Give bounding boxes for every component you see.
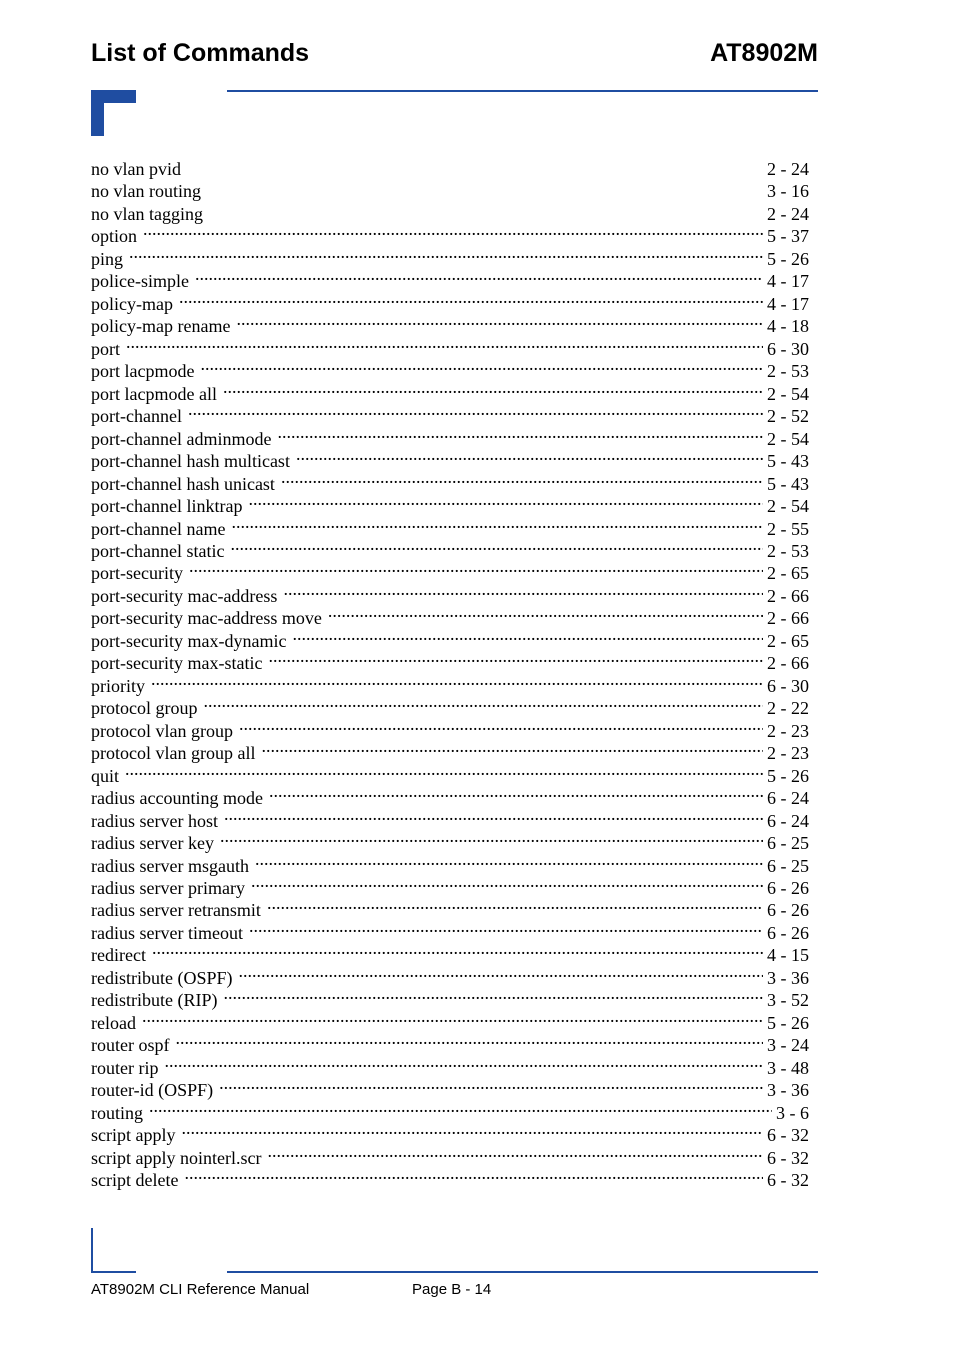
dot-leader [231,513,763,535]
dot-leader [125,760,763,782]
index-entry [91,557,809,584]
index-entry-page: 5 - 26 [767,248,809,269]
dot-leader [129,243,763,265]
index-entry-term: port-channel [91,406,182,427]
index-entry-page: 6 - 25 [767,855,809,876]
index-entry [91,1029,809,1056]
dot-leader [209,198,763,220]
index-entry [91,692,809,719]
dot-leader [223,378,763,400]
index-entry [91,962,809,988]
index-entry-page: 2 - 24 [767,203,809,224]
dot-leader [151,670,763,692]
section-title: List of Commands [91,39,310,67]
index-entry-page: 4 - 17 [767,293,809,314]
index-entry [91,1052,809,1078]
index-entry-term: redistribute (OSPF) [91,967,233,988]
index-entry-term: port lacpmode all [91,383,217,404]
index-entry-page: 3 - 24 [767,1035,809,1056]
index-entry [91,715,809,741]
index-entry-page: 5 - 26 [767,1012,809,1033]
index-entry-term: port lacpmode [91,361,195,382]
index-entry-term: port [91,338,120,359]
index-entry-term: routing [91,1102,143,1123]
index-entry-page: 6 - 25 [767,833,809,854]
index-entry [91,288,809,314]
index-entry [91,175,809,202]
index-entry-page: 2 - 54 [767,383,809,404]
index-entry-term: redistribute (RIP) [91,990,218,1011]
index-entry [91,939,809,966]
index-entry-term: radius server host [91,810,218,831]
index-entry-term: radius server timeout [91,922,243,943]
index-entry-term: port-security max-static [91,653,263,674]
index-entry-page: 3 - 52 [767,990,809,1011]
dot-leader [188,400,763,422]
index-entry-page: 6 - 24 [767,788,809,809]
index-entry-page: 2 - 53 [767,540,809,561]
index-entry [91,310,809,337]
footer-bracket-mark [91,1228,136,1273]
dot-leader [179,288,763,310]
index-entry-term: port-security mac-address move [91,608,322,629]
index-entry-page: 6 - 30 [767,338,809,359]
dot-leader [200,355,763,377]
dot-leader [187,153,763,175]
index-entry [91,1164,809,1191]
index-entry-term: port-channel hash multicast [91,451,290,472]
index-entry-term: radius server primary [91,878,245,898]
index-entry-term: radius server key [91,833,214,854]
index-entry-page: 5 - 37 [767,226,809,247]
dot-leader [328,602,763,624]
index-entry-page: 2 - 54 [767,428,809,449]
dot-leader [261,737,763,759]
index-entry-page: 4 - 15 [767,945,809,966]
index-entry-term: protocol group [91,698,198,719]
dot-leader [239,962,764,984]
dot-leader [223,984,763,1006]
index-entry-page: 2 - 52 [767,406,809,427]
index-entry-term: radius server retransmit [91,900,261,921]
footer-rule [227,1271,818,1273]
index-entry-page: 6 - 30 [767,675,809,696]
dot-leader [230,535,763,557]
dot-leader [292,625,763,647]
index-entry [91,355,809,382]
dot-leader [296,445,763,467]
dot-leader [224,805,763,827]
corner-bracket-mark [91,90,136,136]
dot-leader [249,917,763,939]
index-entry-term: reload [91,1012,136,1033]
dot-leader [220,827,763,849]
index-entry-page: 6 - 26 [767,900,809,921]
index-entry-page: 3 - 48 [767,1057,809,1078]
dot-leader [143,220,763,242]
index-entry-term: script apply nointerl.scr [91,1147,262,1168]
index-entry [91,423,809,449]
index-entry-page: 3 - 6 [776,1102,809,1123]
index-entry-page: 2 - 66 [767,585,809,606]
dot-leader [184,1164,763,1186]
index-entry [91,265,809,292]
index-entry-page: 2 - 65 [767,563,809,584]
index-entry-term: police-simple [91,271,189,292]
index-entry [91,1074,809,1101]
index-entry [91,1007,809,1033]
index-entry-page: 4 - 18 [767,316,809,337]
dot-leader [277,423,763,445]
index-entry-term: router rip [91,1057,159,1078]
footer-page-number: Page B - 14 [412,1281,492,1298]
dot-leader [283,580,763,602]
index-entry [91,400,809,427]
index-entry-page: 2 - 53 [767,361,809,382]
product-name: AT8902M [710,39,818,67]
index-entry-page: 4 - 17 [767,271,809,292]
index-entry-page: 6 - 32 [767,1147,809,1168]
dot-leader [267,1142,763,1164]
index-entry-term: ping [91,248,124,269]
index-entry-term: router ospf [91,1035,170,1056]
index-entry [91,243,809,269]
index-entry-page: 2 - 66 [767,653,809,674]
index-entry-page: 5 - 43 [767,473,809,494]
index-entry-term: policy-map [91,293,173,314]
dot-leader [142,1007,763,1029]
dot-leader [207,175,763,197]
index-entry-term: protocol vlan group [91,720,233,741]
dot-leader [219,1074,763,1096]
index-entry-term: radius server msgauth [91,855,249,876]
index-entry [91,333,809,359]
index-entry-page: 6 - 32 [767,1170,809,1191]
index-entry-term: quit [91,765,120,786]
index-entry [91,760,809,786]
dot-leader [267,894,763,916]
index-entry-term: port-channel hash unicast [91,473,275,494]
index-entry-term: port-security [91,563,183,584]
dot-leader [251,872,763,894]
index-entry-term: port-channel linktrap [91,496,243,517]
index-entry-page: 6 - 32 [767,1125,809,1146]
index-entry-term: radius accounting mode [91,788,263,809]
index-entry-page: 6 - 26 [767,878,809,898]
index-entry-page: 2 - 55 [767,518,809,539]
dot-leader [195,265,763,287]
dot-leader [239,715,763,737]
dot-leader [164,1052,763,1074]
index-entry-page: 5 - 43 [767,451,809,472]
dot-leader [152,939,763,961]
dot-leader [126,333,763,355]
index-entry [91,1119,809,1146]
dot-leader [175,1029,763,1051]
dot-leader [248,490,763,512]
index-entry-term: port-security max-dynamic [91,630,287,651]
index-entry-page: 2 - 66 [767,608,809,629]
index-entry-term: option [91,226,138,247]
index-entry [91,220,809,247]
dot-leader [236,310,763,332]
command-index-list [91,153,809,1191]
index-entry-term: script apply [91,1125,176,1146]
index-entry [91,1142,809,1168]
index-entry-term: policy-map rename [91,316,231,337]
index-entry-term: priority [91,675,145,696]
dot-leader [269,782,763,804]
index-entry-term: no vlan pvid [91,159,181,179]
index-entry-page: 2 - 24 [767,159,809,179]
dot-leader [181,1119,763,1141]
index-entry [91,670,809,696]
index-entry [91,153,809,179]
index-entry-term: router-id (OSPF) [91,1080,214,1101]
index-entry-page: 2 - 23 [767,743,809,764]
index-entry-term: port-security mac-address [91,585,278,606]
index-entry-term: no vlan routing [91,181,201,202]
index-entry-term: no vlan tagging [91,203,203,224]
index-entry-page: 2 - 22 [767,698,809,719]
index-entry-term: protocol vlan group all [91,743,256,764]
index-entry-page: 6 - 24 [767,810,809,831]
index-entry-term: port-channel static [91,540,225,561]
index-entry-page: 5 - 26 [767,765,809,786]
index-entry-page: 2 - 65 [767,630,809,651]
index-entry [91,782,809,809]
index-entry-page: 2 - 54 [767,496,809,517]
index-entry-term: port-channel adminmode [91,428,272,449]
dot-leader [203,692,763,714]
index-entry-term: port-channel name [91,518,226,539]
index-entry [91,378,809,404]
index-entry-page: 3 - 36 [767,1080,809,1101]
dot-leader [255,850,763,872]
index-entry-page: 6 - 26 [767,922,809,943]
index-entry-page: 3 - 36 [767,967,809,988]
index-entry [91,1097,809,1123]
index-entry [91,580,809,606]
dot-leader [281,468,763,490]
dot-leader [268,647,763,669]
index-entry-page: 2 - 23 [767,720,809,741]
footer-manual-title: AT8902M CLI Reference Manual [91,1281,310,1298]
index-entry-term: script delete [91,1170,179,1191]
dot-leader [149,1097,772,1119]
dot-leader [189,557,763,579]
index-entry-page: 3 - 16 [767,181,809,202]
header-rule [227,90,818,92]
index-entry-term: redirect [91,945,146,966]
